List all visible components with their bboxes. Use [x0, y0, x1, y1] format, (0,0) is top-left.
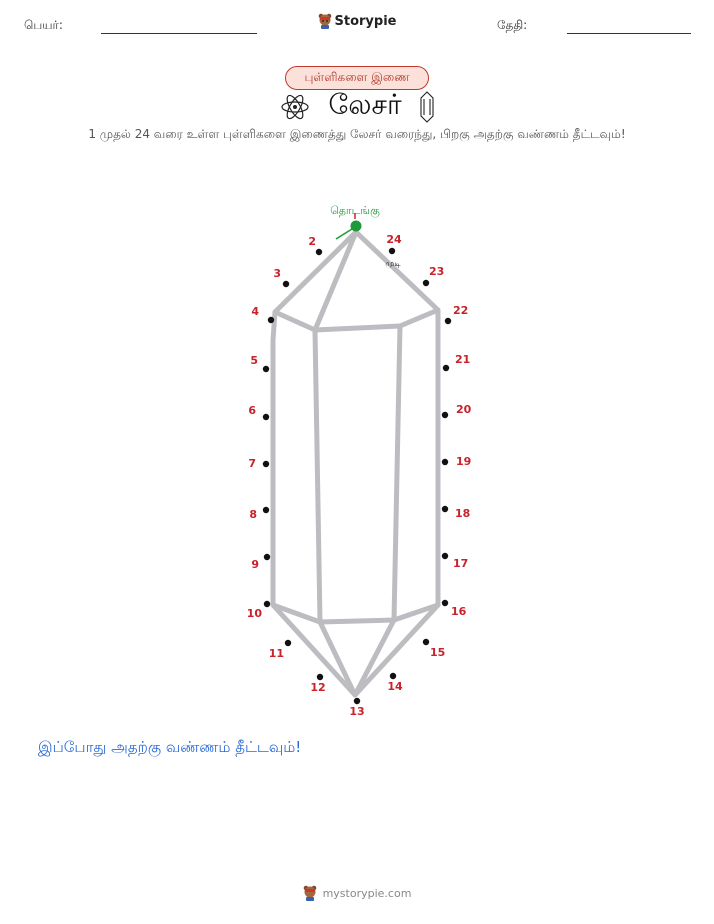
dot-number-2: 2 [308, 235, 316, 248]
dot-21 [443, 365, 449, 371]
dot-number-20: 20 [456, 403, 472, 416]
dot-11 [285, 640, 291, 646]
dot-9 [264, 554, 270, 560]
dot-number-4: 4 [251, 305, 259, 318]
dot-1 [351, 221, 362, 232]
end-label: முடி [385, 259, 401, 268]
dot-number-22: 22 [453, 304, 469, 317]
color-prompt: இப்போது அதற்கு வண்ணம் தீட்டவும்! [38, 738, 302, 756]
dot-17 [442, 553, 448, 559]
dot-3 [283, 281, 289, 287]
brand-name: Storypie [334, 13, 397, 29]
dot-8 [263, 507, 269, 513]
dot-5 [263, 366, 269, 372]
footer [0, 885, 714, 904]
dot-number-18: 18 [455, 507, 471, 520]
dot-number-10: 10 [246, 607, 262, 620]
dot-number-5: 5 [250, 354, 258, 367]
dot-12 [317, 674, 323, 680]
dot-number-15: 15 [430, 646, 446, 659]
footer-url: mystorypie.com [322, 886, 412, 900]
dot-4 [268, 317, 274, 323]
dot-number-11: 11 [268, 647, 284, 660]
dot-6 [263, 414, 269, 420]
start-label: தொடங்கு [330, 204, 380, 217]
bear-icon [303, 885, 317, 901]
dot-22 [445, 318, 451, 324]
dot-number-13: 13 [349, 705, 365, 718]
dot-number-23: 23 [429, 265, 445, 278]
dot-13 [354, 698, 360, 704]
dot-2 [316, 249, 322, 255]
dot-number-24: 24 [386, 233, 402, 246]
activity-badge: புள்ளிகளை இணை [285, 66, 429, 90]
dot-number-19: 19 [456, 455, 472, 468]
dot-number-14: 14 [387, 680, 403, 693]
dot-number-6: 6 [248, 404, 256, 417]
dot-number-7: 7 [248, 457, 256, 470]
dot-7 [263, 461, 269, 467]
dot-number-3: 3 [273, 267, 281, 280]
laser-crystal-outline [273, 232, 438, 695]
dot-19 [442, 459, 448, 465]
dot-number-17: 17 [453, 557, 469, 570]
dot-24 [389, 248, 395, 254]
dot-10 [264, 601, 270, 607]
dot-number-8: 8 [249, 508, 257, 521]
dot-number-9: 9 [251, 558, 259, 571]
date-label: தேதி: [497, 18, 528, 32]
dot-20 [442, 412, 448, 418]
dot-18 [442, 506, 448, 512]
dot-number-12: 12 [310, 681, 326, 694]
dot-14 [390, 673, 396, 679]
dot-number-21: 21 [455, 353, 471, 366]
title-text: லேசர் [328, 88, 402, 121]
instruction-text: 1 முதல் 24 வரை உள்ள புள்ளிகளை இணைத்து லேசர் வரைந்து, பிறகு அதற்கு வண்ணம் தீட்டவும்! [88, 127, 626, 141]
dot-23 [423, 280, 429, 286]
dot-number-16: 16 [451, 605, 467, 618]
dot-15 [423, 639, 429, 645]
name-label: பெயர்: [24, 18, 63, 32]
dot-16 [442, 600, 448, 606]
